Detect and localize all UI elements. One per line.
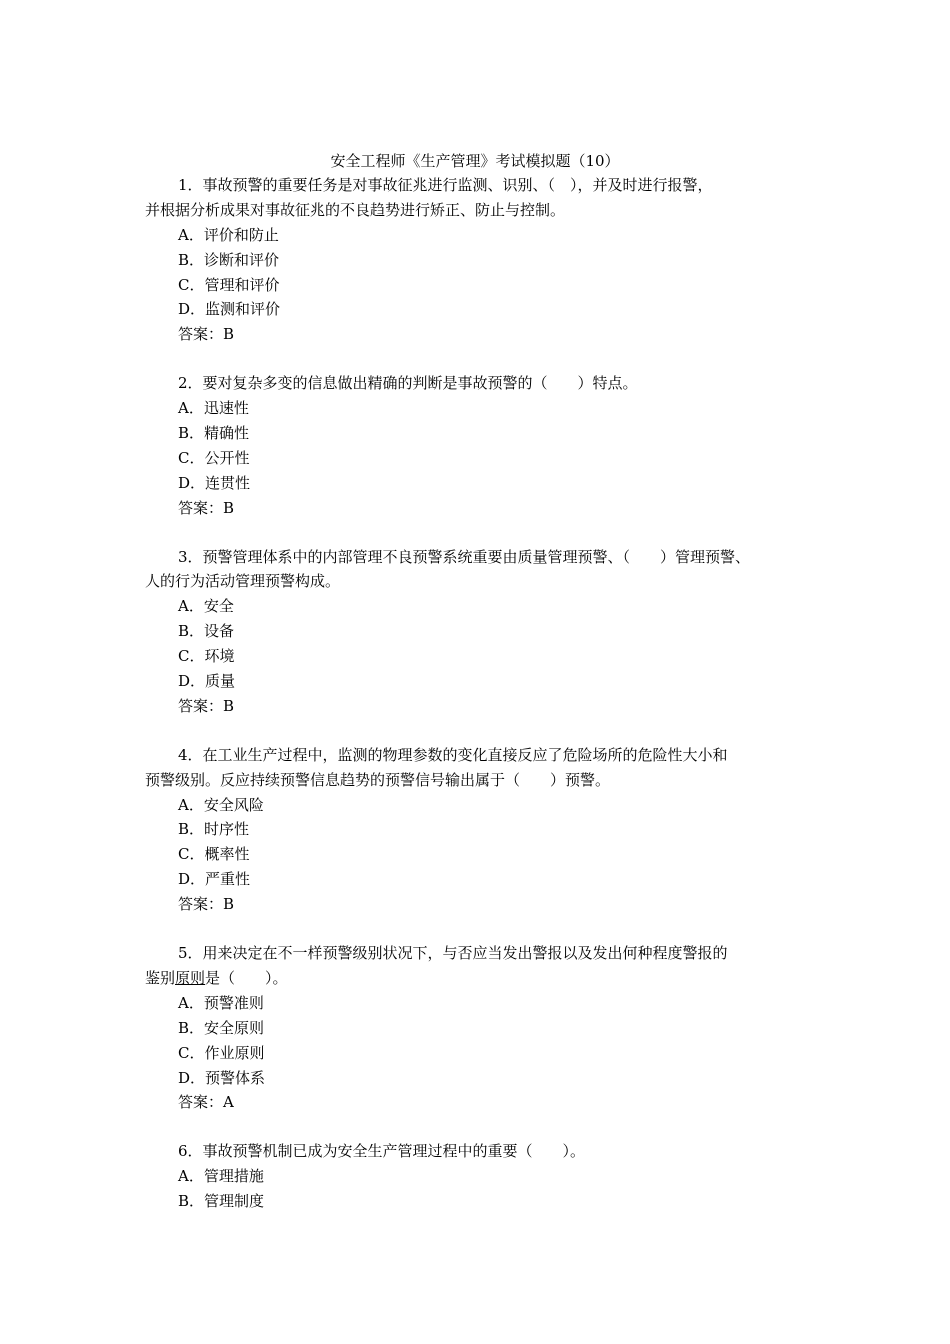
question-1 [145,173,825,347]
stem-text: 是（ ）。 [205,968,288,987]
option-a: A．安全 [178,597,234,616]
question-stem-continued [145,966,825,991]
option-a: A．迅速性 [178,399,249,418]
question-stem: 5．用来决定在不一样预警级别状况下，与否应当发出警报以及发出何种程度警报的 [178,944,728,963]
answer: 答案：B [178,895,235,914]
option-a: A．管理措施 [178,1167,264,1186]
option-d: D．预警体系 [178,1068,266,1087]
question-stem: 3．预警管理体系中的内部管理不良预警系统重要由质量管理预警、（ ）管理预警、 [178,547,751,566]
option-d: D．严重性 [178,870,251,889]
option-c: C．公开性 [178,448,250,467]
option-a: A．安全风险 [178,795,264,814]
option-c: C．环境 [178,647,235,666]
question-stem: 1．事故预警的重要任务是对事故征兆进行监测、识别、（ ），并及时进行报警， [178,176,713,194]
answer: 答案：B [178,498,235,517]
option-b: B．设备 [178,622,235,641]
question-stem-continued: 预警级别。反应持续预警信息趋势的预警信号输出属于（ ）预警。 [145,770,611,789]
question-stem: 6．事故预警机制已成为安全生产管理过程中的重要（ ）。 [178,1142,586,1161]
document-title: 安全工程师《生产管理》考试模拟题（10） [330,152,620,170]
option-d: D．监测和评价 [178,300,281,319]
option-d: D．连贯性 [178,473,251,492]
option-b: B．时序性 [178,820,250,839]
answer: 答案：B [178,325,235,344]
stem-text: 鉴别 [145,968,176,987]
option-b: B．安全原则 [178,1018,265,1037]
answer: 答案：B [178,696,235,715]
question-6 [145,1139,825,1214]
question-stem: 4．在工业生产过程中，监测的物理参数的变化直接反应了危险场所的危险性大小和 [178,745,728,764]
question-stem: 2．要对复杂多变的信息做出精确的判断是事故预警的（ ）特点。 [178,374,638,393]
question-5 [145,941,825,1115]
option-c: C．管理和评价 [178,275,280,294]
option-a: A．预警准则 [178,993,264,1012]
question-3 [145,545,825,719]
question-stem-continued: 并根据分析成果对事故征兆的不良趋势进行矫正、防止与控制。 [145,200,566,219]
question-2 [145,371,825,520]
answer: 答案：A [178,1093,234,1112]
question-stem-continued: 人的行为活动管理预警构成。 [145,572,341,591]
option-b: B．管理制度 [178,1192,265,1211]
option-a: A．评价和防止 [178,225,279,244]
option-b: B．诊断和评价 [178,250,280,269]
option-c: C．概率性 [178,845,250,864]
underlined-term: 原则 [175,968,206,987]
question-list [145,173,825,1238]
option-d: D．质量 [178,672,236,691]
question-4 [145,743,825,917]
option-b: B．精确性 [178,424,250,443]
option-c: C．作业原则 [178,1043,265,1062]
